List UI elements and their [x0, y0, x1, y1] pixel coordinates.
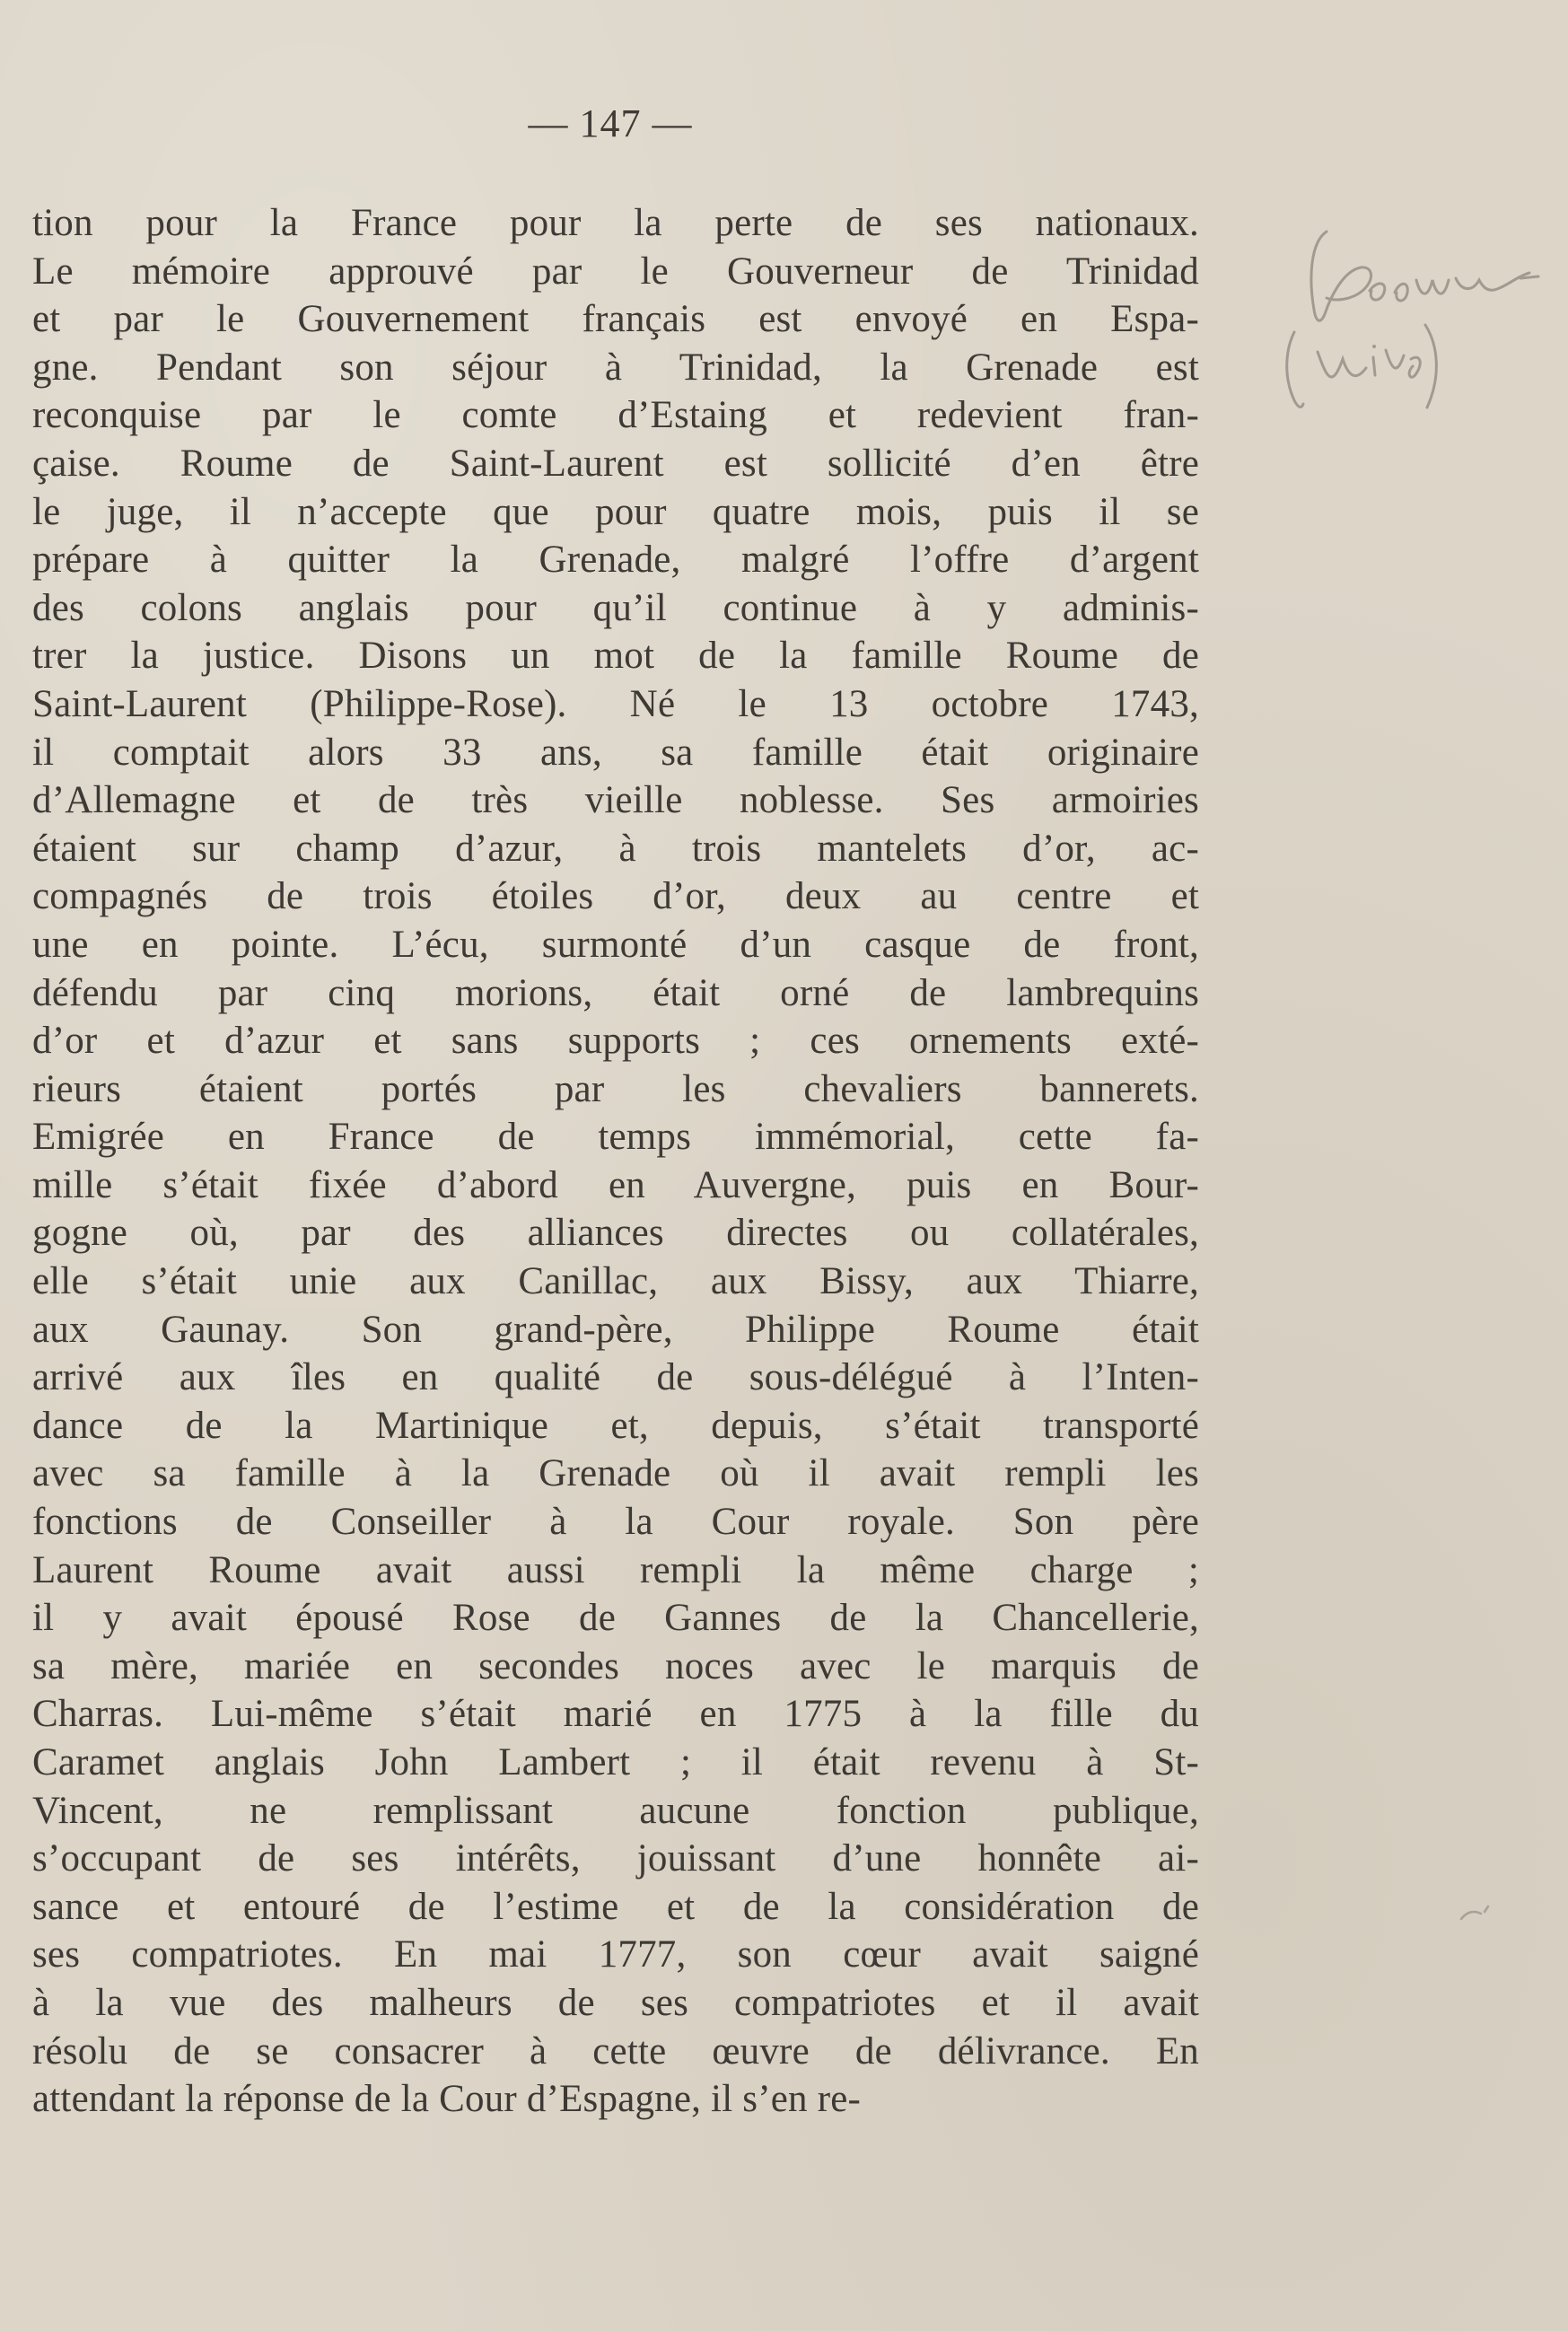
page-number: — 147 —	[528, 101, 693, 145]
handwritten-scribble-graphic	[1273, 224, 1560, 431]
text-line: Emigrée en France de temps immémorial, cette fa-	[32, 1116, 1199, 1159]
text-line: rieurs étaient portés par les chevaliers bannerets.	[32, 1067, 1199, 1110]
text-line: gne. Pendant son séjour à Trinidad, la Grenade est	[32, 346, 1199, 389]
text-line: sance et entouré de l’estime et de la considération de	[32, 1885, 1199, 1928]
text-line: il y avait épousé Rose de Gannes de la Chancellerie,	[32, 1597, 1199, 1640]
text-line: il comptait alors 33 ans, sa famille était originaire	[32, 731, 1199, 774]
text-line: ses compatriotes. En mai 1777, son cœur avait saigné	[32, 1933, 1199, 1976]
text-line: à la vue des malheurs de ses compatriotes et il avait	[32, 1981, 1199, 2024]
text-line: Le mémoire approuvé par le Gouverneur de Trinidad	[32, 250, 1199, 293]
body-text	[32, 199, 1199, 2124]
pencil-mark-graphic	[1454, 1894, 1508, 1930]
text-line: et par le Gouvernement français est envoyé en Espa-	[32, 298, 1199, 341]
text-line: reconquise par le comte d’Estaing et redevient fran-	[32, 394, 1199, 437]
text-line: défendu par cinq morions, était orné de lambrequins	[32, 971, 1199, 1014]
text-line: des colons anglais pour qu’il continue à y adminis-	[32, 586, 1199, 629]
text-line: prépare à quitter la Grenade, malgré l’offre d’argent	[32, 539, 1199, 582]
text-line: le juge, il n’accepte que pour quatre mois, puis il se	[32, 490, 1199, 533]
text-line: résolu de se consacrer à cette œuvre de délivrance. En	[32, 2029, 1199, 2072]
text-line: dance de la Martinique et, depuis, s’était transporté	[32, 1404, 1199, 1447]
text-line: gogne où, par des alliances directes ou collatérales,	[32, 1212, 1199, 1255]
text-line: Caramet anglais John Lambert ; il était revenu à St-	[32, 1741, 1199, 1783]
text-line: sa mère, mariée en secondes noces avec le marquis de	[32, 1644, 1199, 1687]
text-line: elle s’était unie aux Canillac, aux Bissy, aux Thiarre,	[32, 1260, 1199, 1303]
text-line: une en pointe. L’écu, surmonté d’un casque de front,	[32, 923, 1199, 966]
text-line: trer la justice. Disons un mot de la famille Roume de	[32, 635, 1199, 678]
handwritten-margin-note	[1273, 224, 1560, 431]
text-line: d’Allemagne et de très vieille noblesse. Ses armoiries	[32, 779, 1199, 822]
text-line: Vincent, ne remplissant aucune fonction publique,	[32, 1789, 1199, 1832]
text-line: mille s’était fixée d’abord en Auvergne, puis en Bour-	[32, 1163, 1199, 1206]
text-line: s’occupant de ses intérêts, jouissant d’une honnête ai-	[32, 1837, 1199, 1880]
text-line: Laurent Roume avait aussi rempli la même charge ;	[32, 1548, 1199, 1591]
text-line: Saint-Laurent (Philippe-Rose). Né le 13 octobre 1743,	[32, 682, 1199, 725]
text-line: étaient sur champ d’azur, à trois mantelets d’or, ac-	[32, 827, 1199, 870]
text-line: attendant la réponse de la Cour d’Espagne, il s’en re-	[32, 2078, 862, 2121]
text-line: compagnés de trois étoiles d’or, deux au centre et	[32, 875, 1199, 918]
text-line: d’or et d’azur et sans supports ; ces ornements exté-	[32, 1020, 1199, 1063]
text-line: avec sa famille à la Grenade où il avait rempli les	[32, 1452, 1199, 1495]
text-line: arrivé aux îles en qualité de sous-délégué à l’Inten-	[32, 1356, 1199, 1399]
text-line: çaise. Roume de Saint-Laurent est sollicité d’en être	[32, 442, 1199, 485]
text-line: tion pour la France pour la perte de ses nationaux.	[32, 202, 1199, 244]
text-line: fonctions de Conseiller à la Cour royale. Son père	[32, 1501, 1199, 1544]
text-line: Charras. Lui-même s’était marié en 1775 à la fille du	[32, 1693, 1199, 1736]
text-line: aux Gaunay. Son grand-père, Philippe Roume était	[32, 1308, 1199, 1351]
